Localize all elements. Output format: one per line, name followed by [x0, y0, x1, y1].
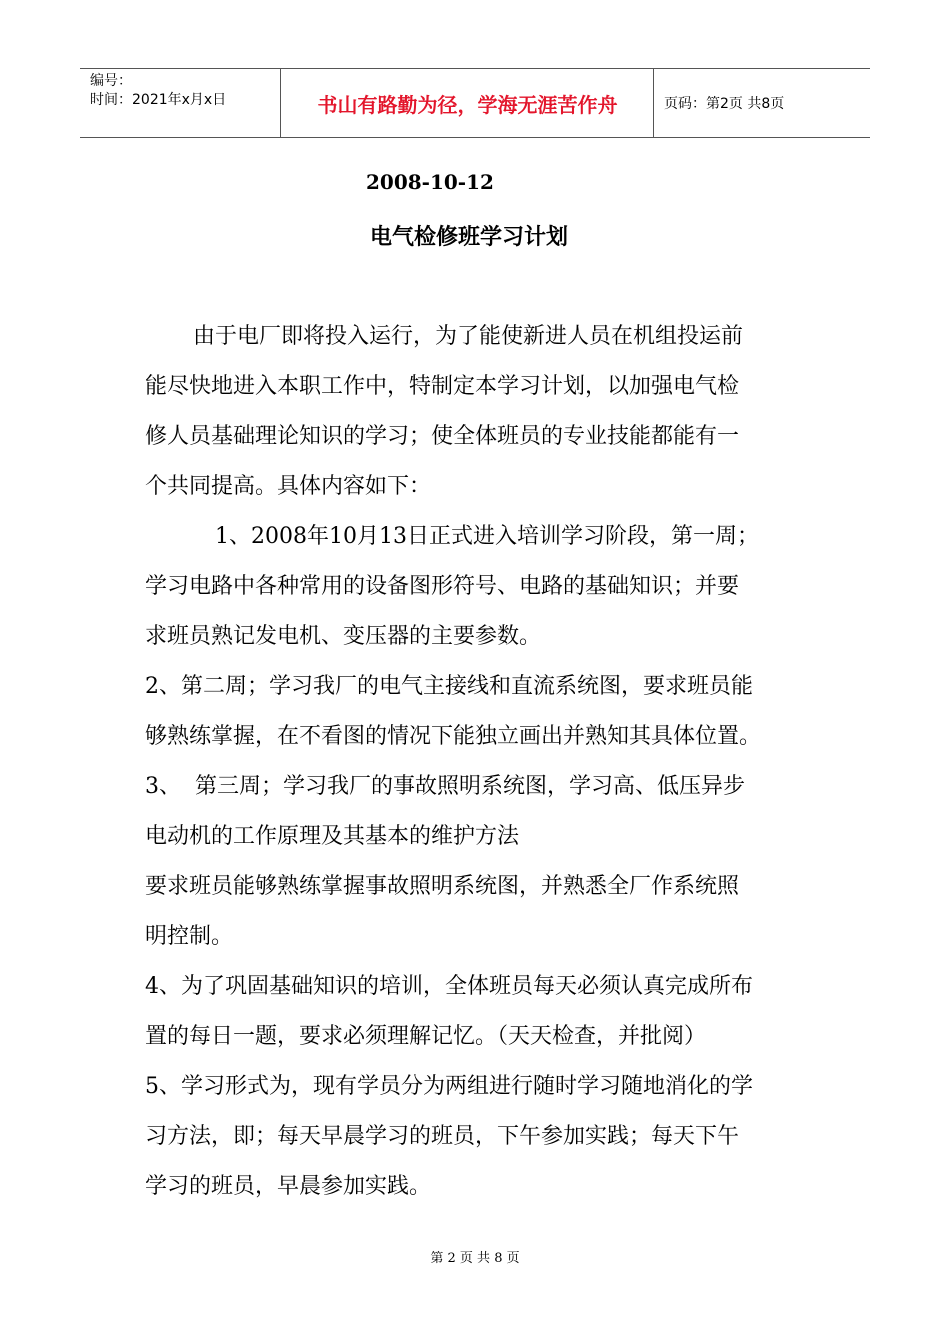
paragraph-line: 置的每日一题，要求必须理解记忆。（天天检查，并批阅） [145, 1024, 707, 1049]
paragraph-line: 修人员基础理论知识的学习；使全体班员的专业技能都能有一 [145, 424, 740, 449]
header-table [80, 68, 870, 138]
paragraph-line: 求班员熟记发电机、变压器的主要参数。 [145, 624, 542, 649]
paragraph-line: 学习电路中各种常用的设备图形符号、电路的基础知识；并要 [145, 574, 740, 599]
paragraph-line: 4、为了巩固基础知识的培训，全体班员每天必须认真完成所布 [145, 974, 753, 999]
paragraph-line: 个共同提高。具体内容如下： [145, 474, 432, 499]
number-label: 编号： [90, 73, 132, 89]
page-footer: 第 2 页 共 8 页 [430, 1251, 520, 1266]
paragraph-line: 习方法，即；每天早晨学习的班员，下午参加实践；每天下午 [145, 1124, 740, 1149]
paragraph-line: 5、学习形式为，现有学员分为两组进行随时学习随地消化的学 [145, 1074, 753, 1099]
paragraph-line: 电动机的工作原理及其基本的维护方法 [145, 824, 520, 849]
time-label: 时间：2021年x月x日 [90, 92, 227, 108]
paragraph-line: 能尽快地进入本职工作中，特制定本学习计划，以加强电气检 [145, 374, 740, 399]
paragraph-line: 3、 第三周；学习我厂的事故照明系统图，学习高、低压异步 [145, 774, 745, 799]
paragraph-line: 明控制。 [145, 924, 234, 949]
paragraph-line: 1、2008年10月13日正式进入培训学习阶段，第一周； [215, 524, 759, 549]
header-meta-cell [80, 69, 281, 137]
paragraph-line: 由于电厂即将投入运行，为了能使新进人员在机组投运前 [193, 324, 744, 349]
paragraph-line: 学习的班员，早晨参加实践。 [145, 1174, 432, 1199]
header-motto: 书山有路勤为径，学海无涯苦作舟 [282, 69, 654, 137]
document-date: 2008-10-12 [366, 170, 494, 194]
paragraph-line: 要求班员能够熟练掌握事故照明系统图，并熟悉全厂作系统照 [145, 874, 740, 899]
document-title: 电气检修班学习计划 [370, 225, 569, 250]
document-body [145, 312, 820, 1212]
header-page-info: 页码：第2页 共8页 [664, 96, 785, 112]
paragraph-line: 够熟练掌握，在不看图的情况下能独立画出并熟知其具体位置。 [145, 724, 762, 749]
paragraph-line: 2、第二周；学习我厂的电气主接线和直流系统图，要求班员能 [145, 674, 753, 699]
